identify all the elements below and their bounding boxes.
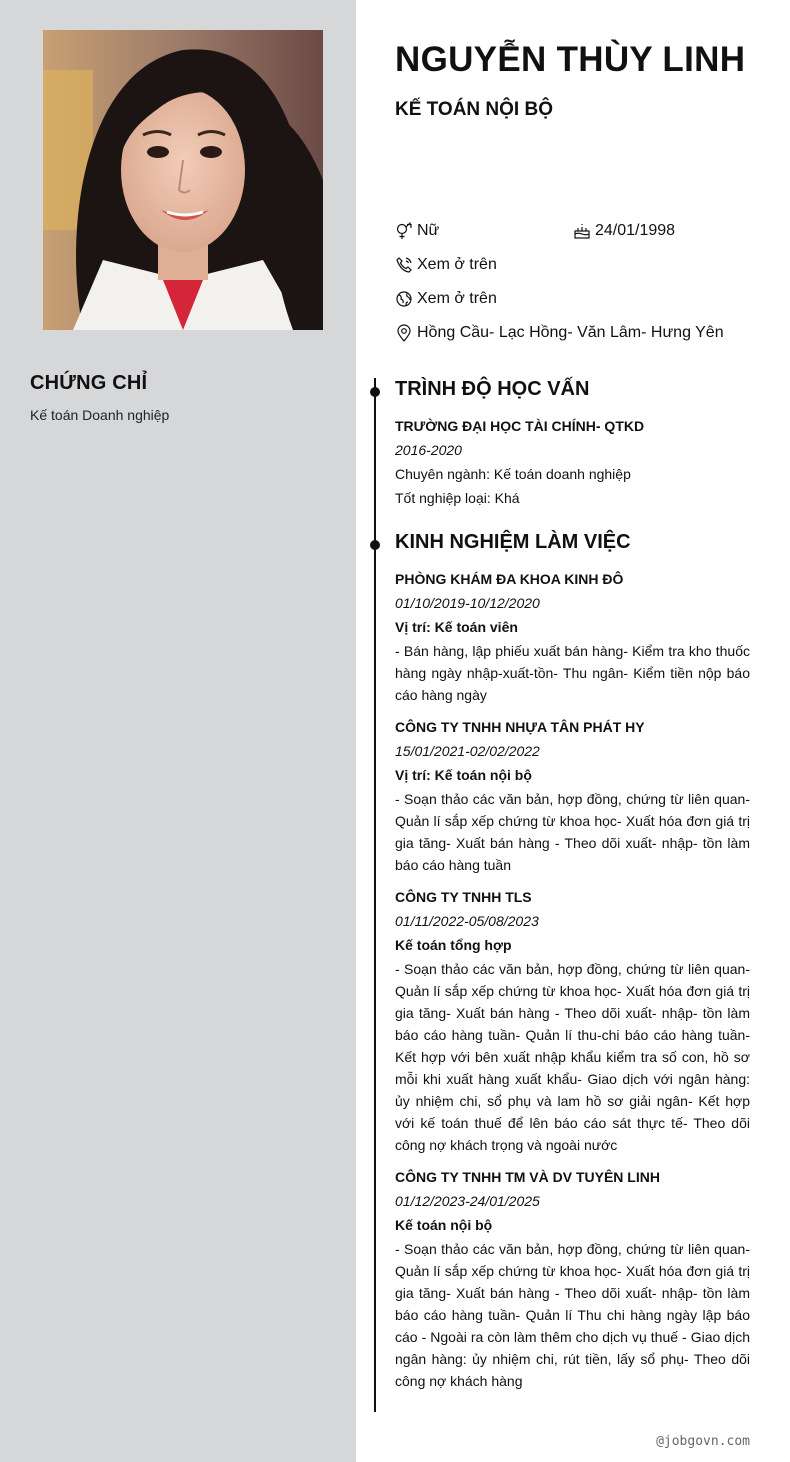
timeline-line: [374, 378, 376, 1412]
experience-title: KINH NGHIỆM LÀM VIỆC: [395, 531, 631, 553]
address-value: Hồng Cầu- Lạc Hồng- Văn Lâm- Hưng Yên: [417, 324, 724, 341]
education-title: TRÌNH ĐỘ HỌC VẤN: [395, 378, 590, 400]
job-description: - Soạn thảo các văn bản, hợp đồng, chứng từ liên quan- Quản lí sắp xếp chứng từ khoa học- Xuất hóa đơn giá trị gia tăng- Xuất bán hàng - Theo dõi xuất- nhập- tồn làm báo cáo hàng tuần- Quản lí thu-chi báo cáo hàng tuần- Kết hợp với bên xuất nhập khẩu kiểm tra số con, hồ sơ mỗi khi xuất hàng xuất khẩu- Giao dịch với ngân hàng: ủy nhiệm chi, sổ phụ và lam hồ sơ giải ngân- Kết hợp với kế toán thuế để lên báo cáo sát thực tế- Theo dõi công nợ khách trọng và ngoài nước: [395, 961, 750, 1153]
gender-value: Nữ: [417, 222, 440, 239]
education-major: Chuyên ngành: Kế toán doanh nghiệp: [395, 466, 631, 482]
website-value: Xem ở trên: [417, 290, 497, 307]
job-entry: [395, 569, 750, 706]
cake-icon: [573, 222, 591, 240]
globe-icon: [395, 290, 413, 308]
candidate-name: NGUYỄN THÙY LINH: [395, 40, 746, 79]
phone-icon: [395, 256, 413, 274]
job-role: Kế toán tổng hợp: [395, 937, 512, 953]
job-description: - Soạn thảo các văn bản, hợp đồng, chứng từ liên quan- Quản lí sắp xếp chứng từ khoa học- Xuất hóa đơn giá trị gia tăng- Xuất bán hàng - Theo dõi xuất- nhập- tồn làm báo cáo hàng tuần- Quản lí Thu chi hàng ngày lập báo cáo - Ngoài ra còn làm thêm cho dịch vụ thuế - Giao dịch ngân hàng: ủy nhiệm chi, rút tiền, lấy sổ phụ- Theo dõi công nợ khách hàng: [395, 1241, 750, 1389]
company-name: CÔNG TY TNHH TLS: [395, 889, 532, 905]
profile-photo: [43, 30, 323, 330]
timeline-dot: [370, 540, 380, 550]
education-grade: Tốt nghiệp loại: Khá: [395, 490, 520, 506]
job-period: 01/11/2022-05/08/2023: [395, 913, 539, 929]
job-entry: [395, 717, 750, 876]
website-row: [395, 290, 497, 308]
education-block: [395, 416, 750, 508]
job-role: Kế toán nội bộ: [395, 1217, 493, 1233]
job-role: Vị trí: Kế toán viên: [395, 619, 518, 635]
watermark: @jobgovn.com: [656, 1434, 750, 1449]
company-name: CÔNG TY TNHH NHỰA TÂN PHÁT HY: [395, 719, 645, 735]
job-title: KẾ TOÁN NỘI BỘ: [395, 99, 553, 120]
birthday-row: [573, 222, 675, 240]
job-entry: [395, 1167, 750, 1392]
phone-row: [395, 256, 497, 274]
job-period: 01/10/2019-10/12/2020: [395, 595, 540, 611]
map-pin-icon: [395, 324, 413, 342]
job-period: 01/12/2023-24/01/2025: [395, 1193, 540, 1209]
timeline-dot: [370, 387, 380, 397]
company-name: PHÒNG KHÁM ĐA KHOA KINH ĐÔ: [395, 571, 624, 587]
certificates-title: CHỨNG CHỈ: [30, 372, 148, 394]
education-period: 2016-2020: [395, 442, 462, 458]
job-description: - Bán hàng, lập phiếu xuất bán hàng- Kiểm tra kho thuốc hàng ngày nhập-xuất-tồn- Thu ngân- Kiểm tiền nộp báo cáo hàng ngày: [395, 643, 750, 703]
gender-icon: [395, 222, 413, 240]
birthday-value: 24/01/1998: [595, 222, 676, 239]
job-entry: [395, 887, 750, 1156]
gender-row: [395, 222, 439, 240]
job-role: Vị trí: Kế toán nội bộ: [395, 767, 532, 783]
job-description: - Soạn thảo các văn bản, hợp đồng, chứng từ liên quan- Quản lí sắp xếp chứng từ khoa học- Xuất hóa đơn giá trị gia tăng- Xuất bán hàng - Theo dõi xuất- nhập- tồn làm báo cáo hàng tuần: [395, 791, 750, 873]
certificate-item: Kế toán Doanh nghiệp: [30, 407, 170, 423]
company-name: CÔNG TY TNHH TM VÀ DV TUYÊN LINH: [395, 1169, 660, 1185]
phone-value: Xem ở trên: [417, 256, 497, 273]
job-period: 15/01/2021-02/02/2022: [395, 743, 540, 759]
school-name: TRƯỜNG ĐẠI HỌC TÀI CHÍNH- QTKD: [395, 418, 645, 434]
address-row: [395, 324, 724, 342]
